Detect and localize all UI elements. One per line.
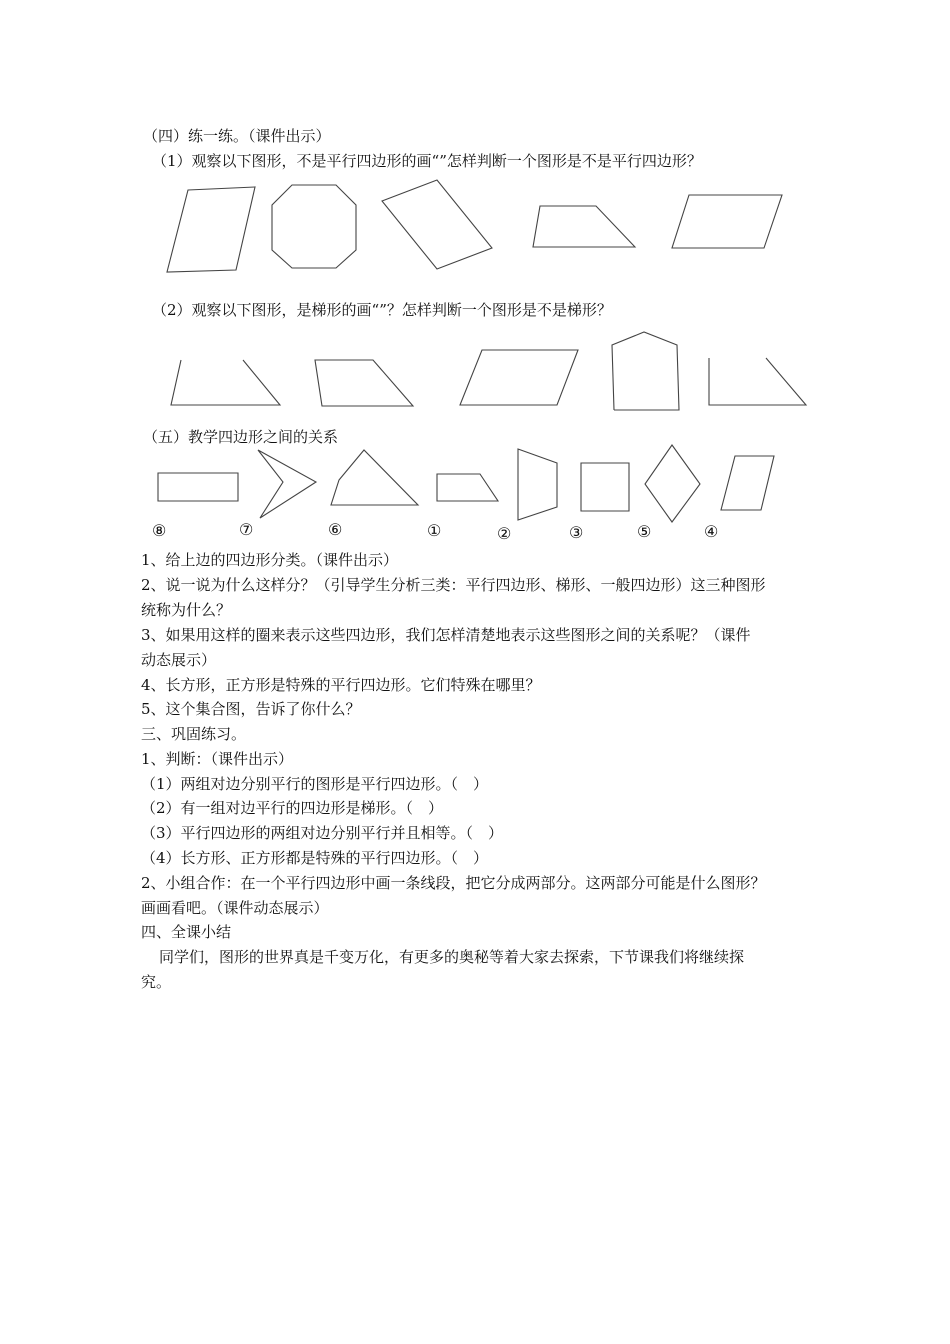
summary-text: 同学们，图形的世界真是千变万化，有更多的奥秘等着大家去探索，下节课我们将继续探 — [159, 948, 745, 966]
shape-7-arrow — [258, 450, 316, 518]
shape-6-quadrilateral — [331, 450, 418, 505]
practice-heading: 三、巩固练习。 — [141, 725, 247, 743]
question-1: （1）观察以下图形，不是平行四边形的画“”怎样判断一个图形是不是平行四边形？ — [152, 152, 702, 170]
section4-title: （四）练一练。（课件出示） — [143, 127, 331, 145]
shape-label-5: ⑤ — [637, 522, 652, 541]
shape-label-4: ④ — [704, 522, 719, 541]
shape-label-2: ② — [497, 524, 512, 543]
shape-parallelogram-wide — [672, 195, 782, 248]
shape-4-parallelogram — [721, 456, 774, 510]
shape-8-rectangle — [158, 473, 238, 501]
summary-text-cont: 究。 — [141, 973, 172, 991]
item-2-cont: 统称为什么？ — [141, 601, 232, 619]
shape-pentagon — [612, 332, 679, 410]
shape-5-rhombus — [645, 445, 700, 522]
section5-title: （五）教学四边形之间的关系 — [143, 428, 339, 446]
judge-item-4: （4）长方形、正方形都是特殊的平行四边形。（ ） — [141, 849, 489, 867]
item-1: 1、给上边的四边形分类。（课件出示） — [141, 551, 399, 569]
item-2: 2、说一说为什么这样分？（引导学生分析三类：平行四边形、梯形、一般四边形）这三种图形 — [141, 576, 766, 594]
shape-1-trapezoid — [437, 474, 498, 501]
item-3: 3、如果用这样的圈来表示这些四边形，我们怎样清楚地表示这些图形之间的关系呢？（课件 — [141, 626, 751, 644]
shape-label-3: ③ — [569, 523, 584, 542]
item-5: 5、这个集合图，告诉了你什么？ — [141, 700, 361, 718]
shape-trapezoid-1 — [533, 206, 635, 247]
shape-label-1: ① — [427, 521, 442, 540]
shape-label-7: ⑦ — [239, 520, 254, 539]
shape-parallelogram-row2 — [460, 350, 578, 405]
shape-parallelogram-tall — [167, 187, 255, 272]
shape-label-8: ⑧ — [152, 521, 167, 540]
judge-title: 1、判断：（课件出示） — [141, 750, 294, 768]
shape-tilted-rectangle — [382, 180, 492, 269]
item-3-cont: 动态展示） — [141, 651, 217, 669]
shape-trapezoid-2 — [315, 360, 413, 406]
group-task: 2、小组合作：在一个平行四边形中画一条线段，把它分成两部分。这两部分可能是什么图形？ — [141, 874, 766, 892]
shape-3-square — [581, 463, 629, 511]
shape-octagon — [272, 185, 356, 268]
group-task-cont: 画画看吧。（课件动态展示） — [141, 899, 329, 917]
shape-open-trapezoid-right — [709, 358, 806, 405]
judge-item-3: （3）平行四边形的两组对边分别平行并且相等。（ ） — [141, 824, 504, 842]
shape-open-trapezoid-left — [171, 360, 280, 405]
question-2: （2）观察以下图形，是梯形的画“”？怎样判断一个图形是不是梯形？ — [152, 301, 612, 319]
judge-item-1: （1）两组对边分别平行的图形是平行四边形。（ ） — [141, 775, 489, 793]
shape-2-trapezoid — [518, 449, 557, 520]
judge-item-2: （2）有一组对边平行的四边形是梯形。（ ） — [141, 799, 444, 817]
item-4: 4、长方形，正方形是特殊的平行四边形。它们特殊在哪里？ — [141, 676, 541, 694]
shape-label-6: ⑥ — [328, 520, 343, 539]
summary-heading: 四、全课小结 — [141, 923, 232, 941]
